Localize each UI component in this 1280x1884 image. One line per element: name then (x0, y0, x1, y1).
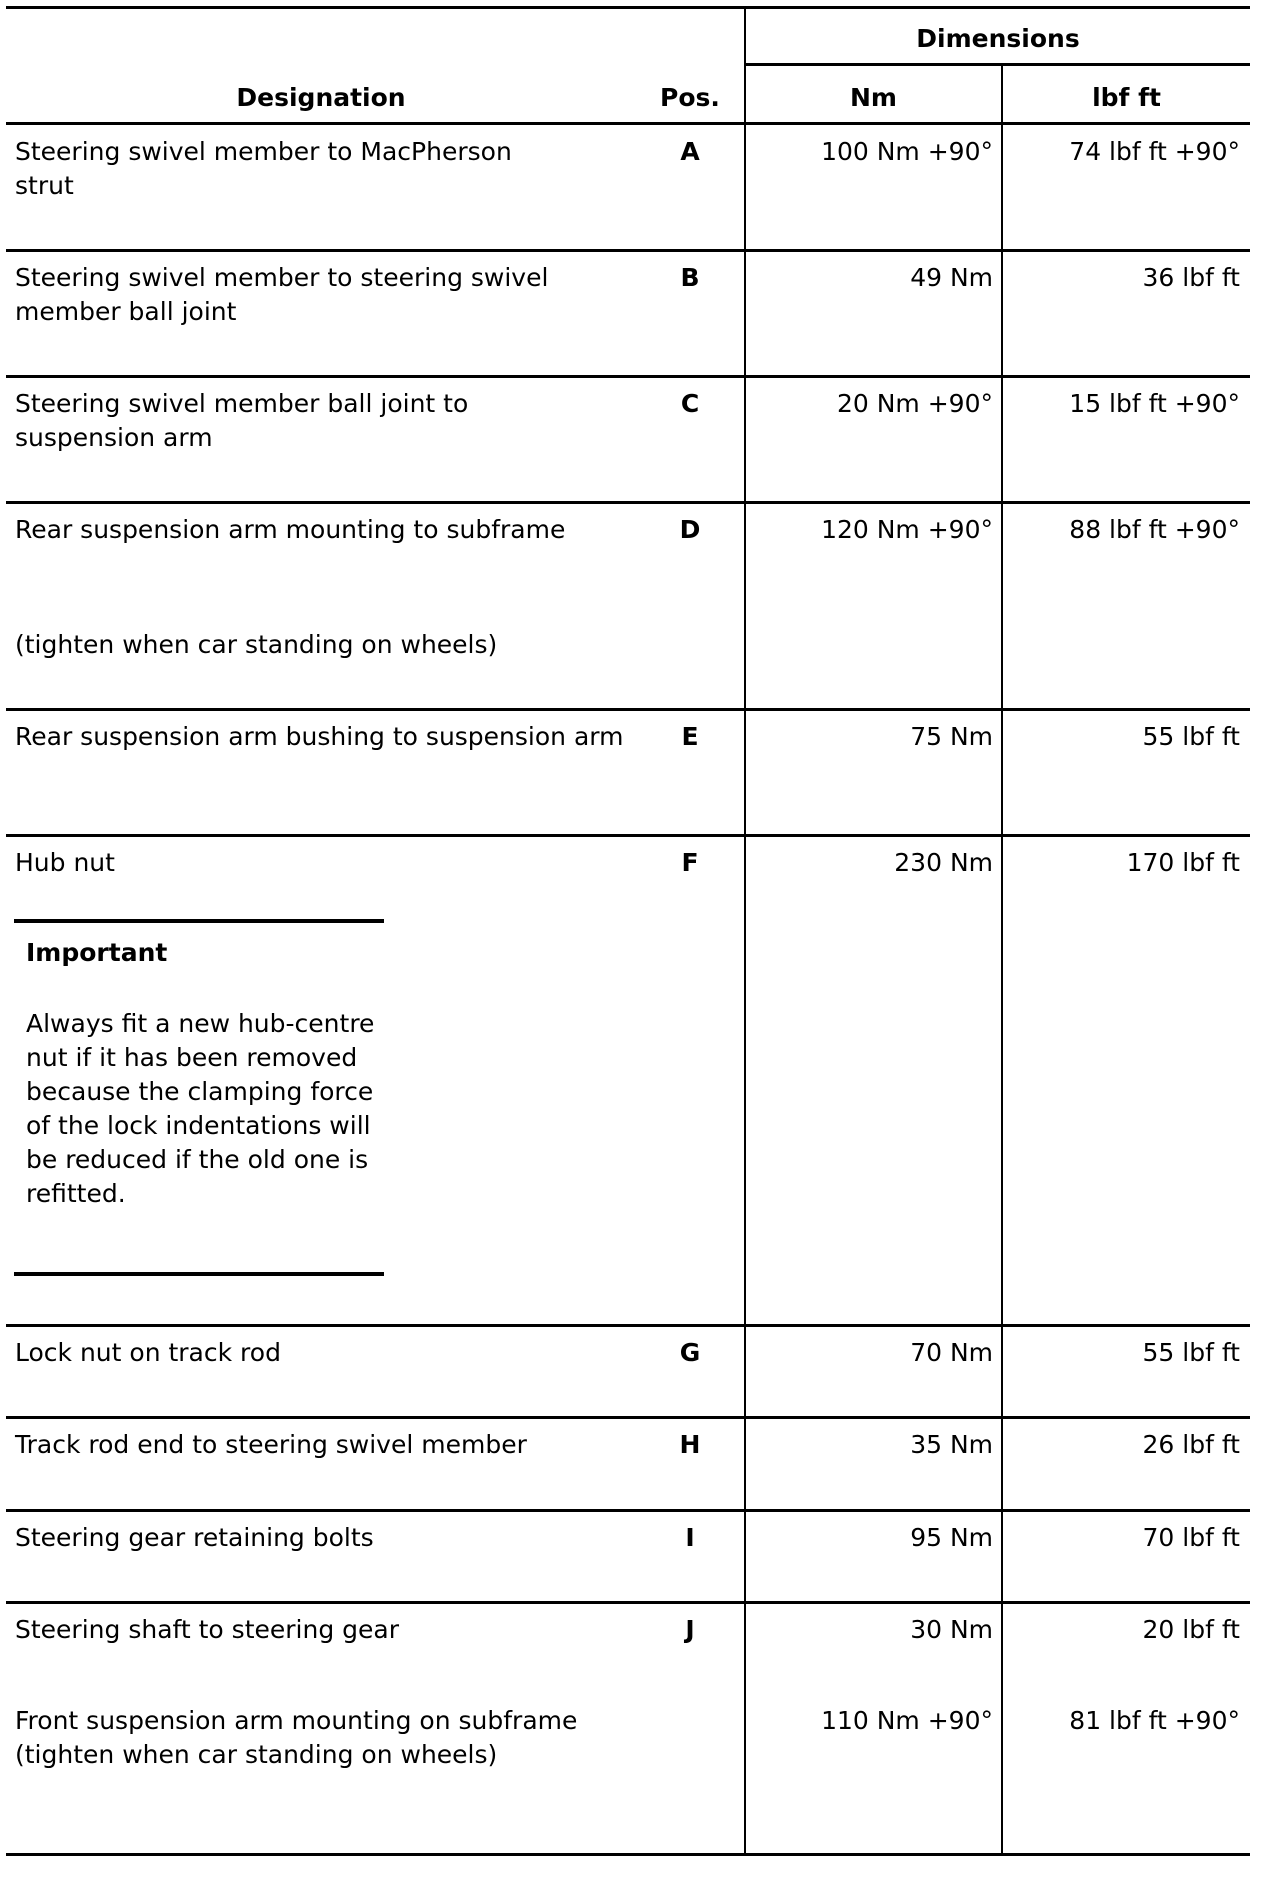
important-text: Always fit a new hub-centre nut if it has been removed because the clamping force of the lock indentations will be reduced if the old one is refitted. (26, 1009, 375, 1208)
designation-cell: Steering swivel member to steering swivel member ball joint (15, 263, 549, 326)
header-designation: Designation (236, 83, 406, 112)
pos-cell: G (679, 1338, 701, 1367)
row-rule (6, 708, 1250, 711)
header-bottom-rule (6, 122, 1250, 125)
nm-cell: 95 Nm (910, 1523, 993, 1552)
pos-cell: F (681, 848, 699, 877)
column-divider-nm-lbf (1001, 64, 1003, 1855)
nm-cell: 49 Nm (910, 263, 993, 292)
header-dimensions: Dimensions (916, 24, 1080, 53)
lbf-ft-cell: 74 lbf ft +90° (1069, 137, 1240, 166)
nm-cell: 120 Nm +90° (821, 515, 993, 544)
designation-cell: Steering gear retaining bolts (15, 1523, 374, 1552)
pos-cell: C (680, 389, 700, 418)
nm-cell: 100 Nm +90° (821, 137, 993, 166)
pos-cell: A (680, 137, 700, 166)
dimensions-rule (745, 63, 1250, 66)
nm-cell: 75 Nm (910, 722, 993, 751)
column-divider-pos-nm (744, 7, 746, 1855)
header-nm: Nm (850, 83, 897, 112)
row-rule (6, 375, 1250, 378)
lbf-ft-cell: 55 lbf ft (1142, 722, 1240, 751)
table-bottom-rule (6, 1853, 1250, 1856)
nm-cell: 70 Nm (910, 1338, 993, 1367)
nm-cell: 230 Nm (894, 848, 993, 877)
nm-cell: 20 Nm +90° (836, 389, 993, 418)
nm-cell: 30 Nm (910, 1615, 993, 1644)
lbf-ft-cell: 170 lbf ft (1126, 848, 1240, 877)
lbf-ft-cell: 88 lbf ft +90° (1069, 515, 1240, 544)
lbf-ft-cell: 55 lbf ft (1142, 1338, 1240, 1367)
table-top-rule (6, 6, 1250, 9)
row-rule (6, 1509, 1250, 1512)
pos-cell: E (681, 722, 699, 751)
designation-cell: Steering shaft to steering gear (15, 1615, 399, 1644)
row-rule (6, 501, 1250, 504)
important-bottom-rule (14, 1272, 384, 1276)
designation-cell: Steering swivel member to MacPherson strut (15, 137, 512, 200)
designation-note: (tighten when car standing on wheels) (15, 630, 498, 659)
important-top-rule (14, 919, 384, 923)
extra-nm-cell: 110 Nm +90° (821, 1706, 993, 1735)
header-lbf-ft: lbf ft (1092, 83, 1161, 112)
row-rule (6, 1601, 1250, 1604)
pos-cell: J (685, 1615, 695, 1644)
lbf-ft-cell: 70 lbf ft (1142, 1523, 1240, 1552)
lbf-ft-cell: 36 lbf ft (1142, 263, 1240, 292)
designation-cell: Steering swivel member ball joint to suspension arm (15, 389, 469, 452)
designation-cell: Hub nut (15, 848, 115, 877)
pos-cell: H (679, 1430, 701, 1459)
designation-cell: Rear suspension arm mounting to subframe (15, 515, 566, 544)
row-rule (6, 1416, 1250, 1419)
header-pos: Pos. (660, 83, 720, 112)
nm-cell: 35 Nm (910, 1430, 993, 1459)
designation-cell: Lock nut on track rod (15, 1338, 281, 1367)
pos-cell: B (680, 263, 700, 292)
designation-cell: Rear suspension arm bushing to suspension arm (15, 722, 624, 751)
important-title: Important (26, 938, 168, 967)
extra-designation-cell: Front suspension arm mounting on subframe (tighten when car standing on wheels) (15, 1706, 578, 1769)
pos-cell: I (685, 1523, 695, 1552)
designation-cell: Track rod end to steering swivel member (15, 1430, 527, 1459)
extra-lbf-ft-cell: 81 lbf ft +90° (1069, 1706, 1240, 1735)
row-rule (6, 249, 1250, 252)
pos-cell: D (679, 515, 701, 544)
lbf-ft-cell: 15 lbf ft +90° (1069, 389, 1240, 418)
row-rule (6, 834, 1250, 837)
lbf-ft-cell: 20 lbf ft (1142, 1615, 1240, 1644)
row-rule (6, 1324, 1250, 1327)
lbf-ft-cell: 26 lbf ft (1142, 1430, 1240, 1459)
